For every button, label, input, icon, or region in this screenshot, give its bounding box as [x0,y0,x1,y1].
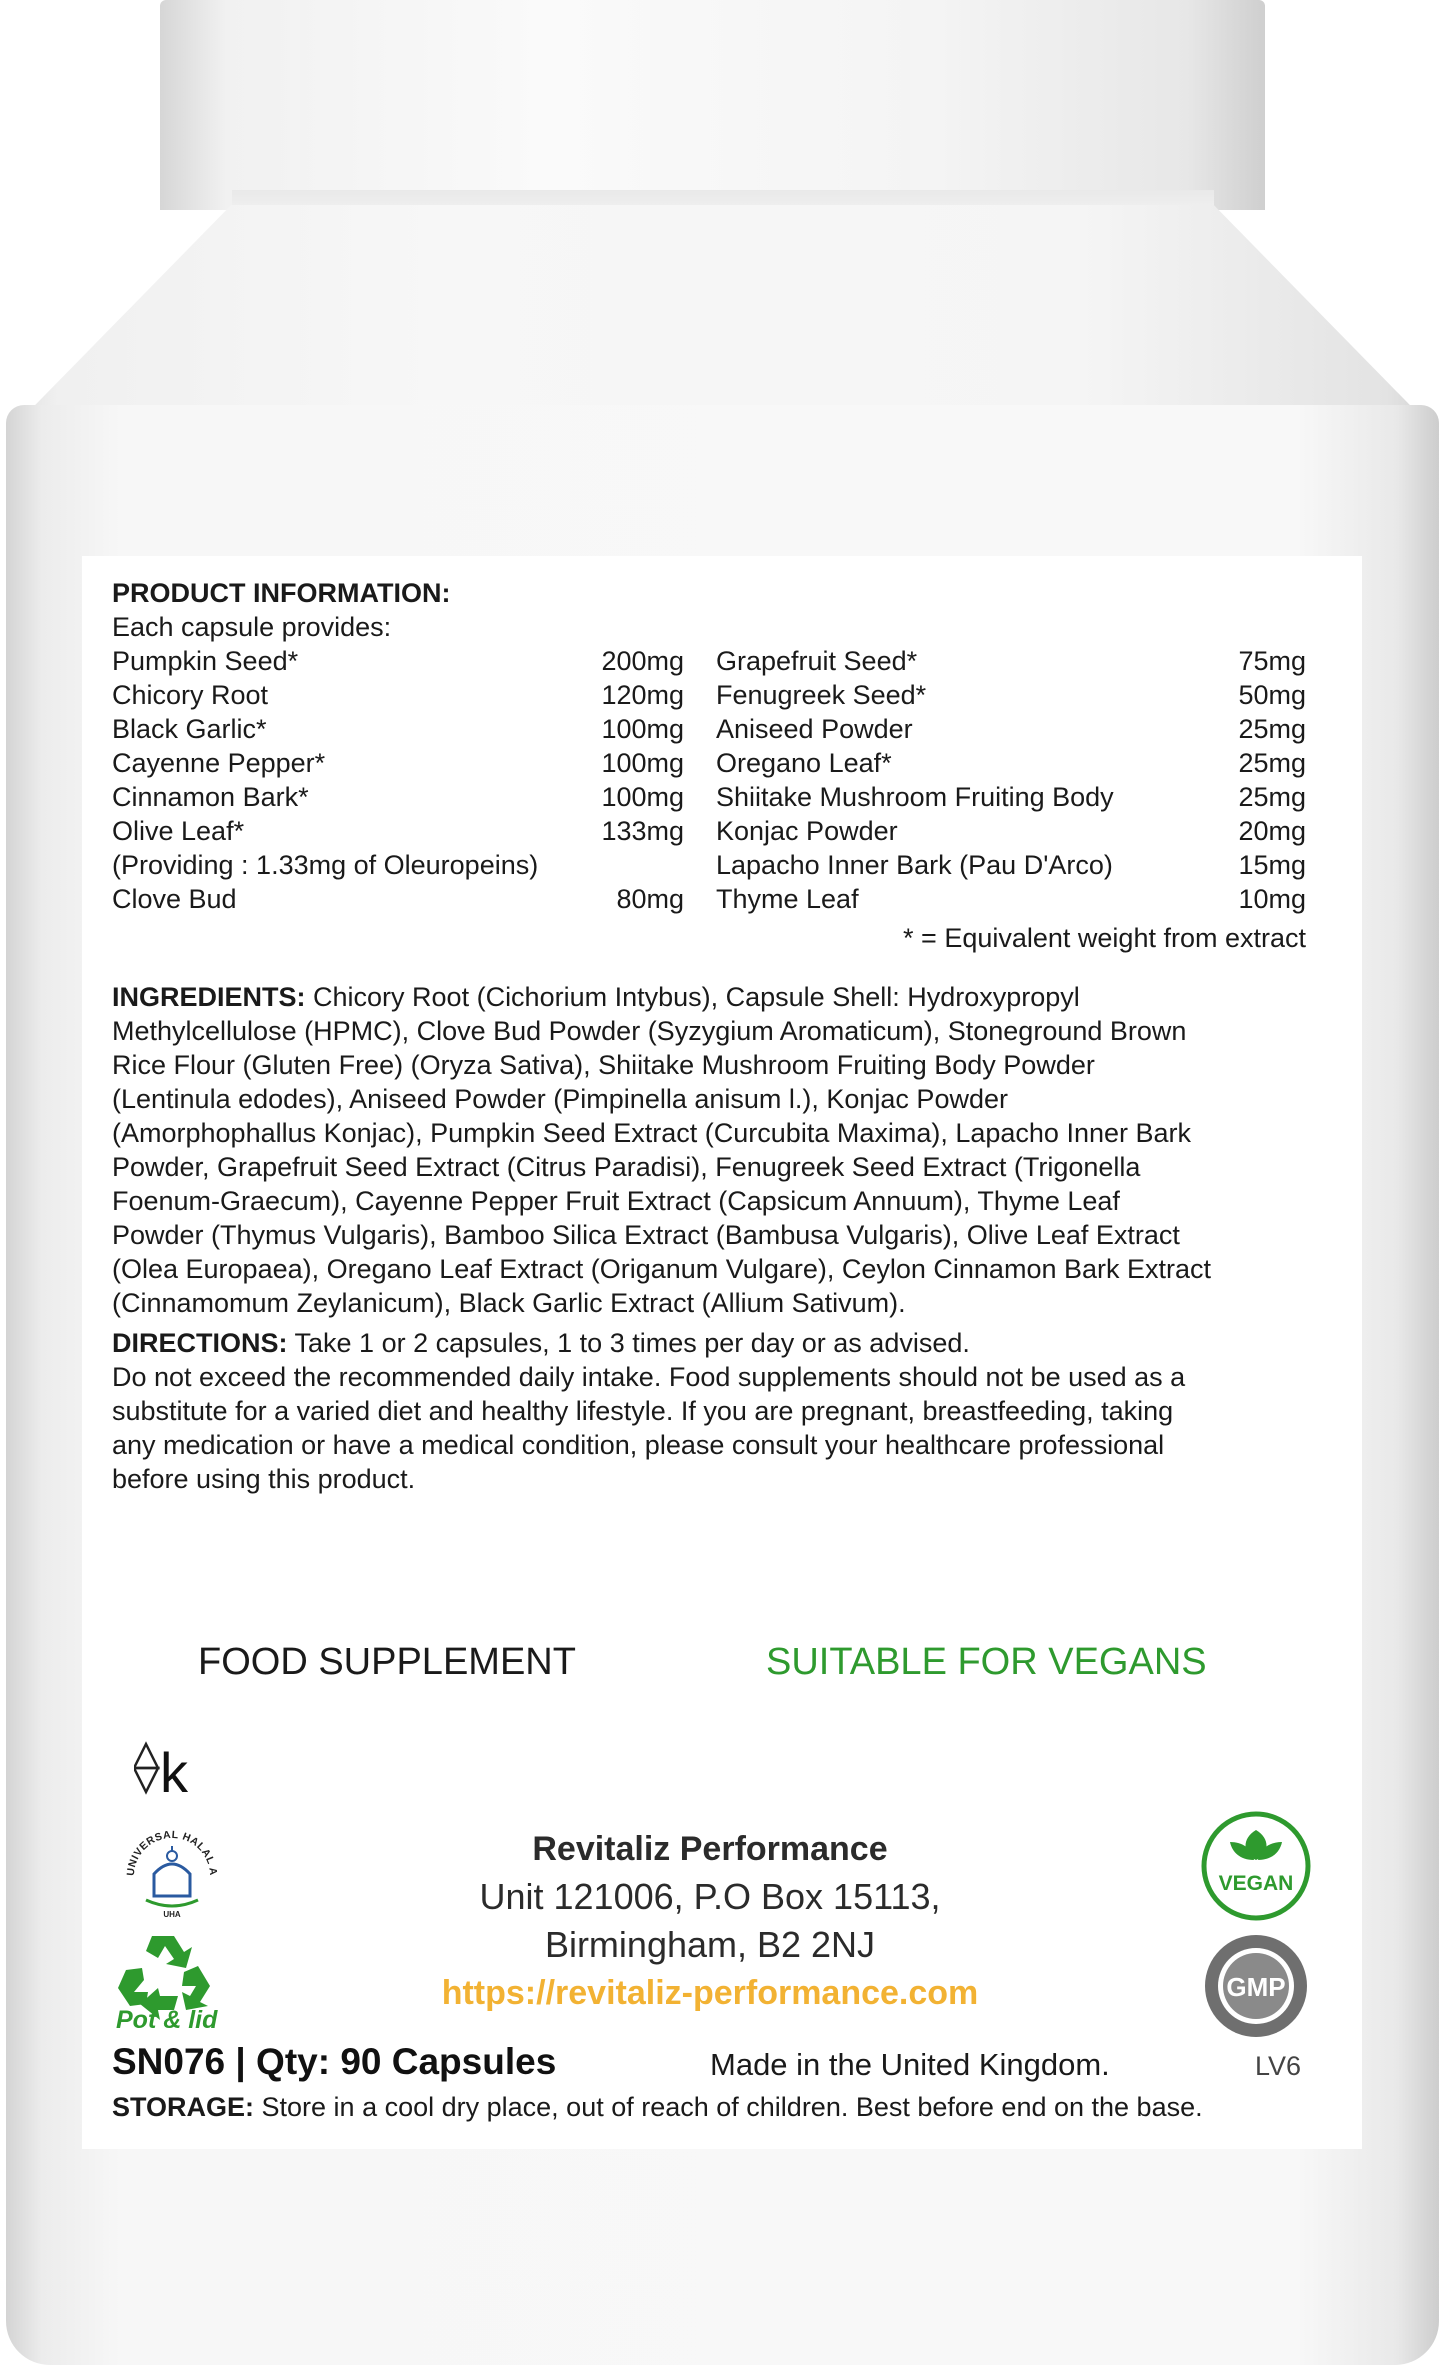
ingredients-line: (Lentinula edodes), Aniseed Powder (Pimpinella anisum l.), Konjac Powder [112,1084,1008,1114]
food-supplement-text: FOOD SUPPLEMENT [198,1641,576,1683]
nutrient-row [112,746,684,780]
company-address-line-1: Unit 121006, P.O Box 15113, [479,1876,941,1917]
nutrient-row [112,780,684,814]
nutrient-row [716,814,1306,848]
svg-text:k: k [160,1741,188,1798]
label-version: LV6 [1255,2051,1302,2081]
ingredients-line: Chicory Root (Cichorium Intybus), Capsule Shell: Hydroxypropyl [305,982,1080,1012]
vegan-seal-icon [1200,1810,1312,1922]
nutrient-amount: 100mg [601,748,684,778]
vegan-seal-text: VEGAN [1218,1872,1294,1895]
nutrient-row [112,882,684,916]
nutrient-name: Cayenne Pepper* [112,748,326,778]
halal-abbr: UHA [163,1910,181,1919]
nutrient-amount: 20mg [1238,816,1306,846]
ingredients-line: Rice Flour (Gluten Free) (Oryza Sativa), Shiitake Mushroom Fruiting Body Powder [112,1050,1095,1080]
nutrient-row [112,644,684,678]
halal-icon [120,1816,224,1920]
nutrient-amount: 100mg [601,782,684,812]
nutrient-amount: 75mg [1238,646,1306,676]
storage-text: Store in a cool dry place, out of reach of children. Best before end on the base. [254,2092,1203,2122]
product-info-subheading: Each capsule provides: [112,612,392,642]
nutrient-amount: 133mg [601,816,684,846]
nutrient-name: Aniseed Powder [716,714,913,744]
directions-line: Take 1 or 2 capsules, 1 to 3 times per day or as advised. [287,1328,970,1358]
nutrient-amount: 200mg [601,646,684,676]
company-website-link[interactable]: https://revitaliz-performance.com [441,1974,979,2012]
nutrient-name: Shiitake Mushroom Fruiting Body [716,782,1114,812]
ingredients-line: (Olea Europaea), Oregano Leaf Extract (Origanum Vulgare), Ceylon Cinnamon Bark Extract [112,1254,1212,1284]
nutrient-row [112,712,684,746]
nutrient-name: Oregano Leaf* [716,748,892,778]
directions-line: Do not exceed the recommended daily intake. Food supplements should not be used as a [112,1362,1186,1392]
made-in-text: Made in the United Kingdom. [710,2047,1110,2082]
directions-line: substitute for a varied diet and healthy lifestyle. If you are pregnant, breastfeeding, taking [112,1396,1174,1426]
ingredients-block [112,980,1312,1320]
nutrient-amount: 100mg [601,714,684,744]
company-block [420,1825,1000,2017]
nutrient-name: Fenugreek Seed* [716,680,927,710]
ingredients-line: (Amorphophallus Konjac), Pumpkin Seed Extract (Curcubita Maxima), Lapacho Inner Bark [112,1118,1191,1148]
nutrient-name: Lapacho Inner Bark (Pau D'Arco) [716,850,1113,880]
nutrient-name: Pumpkin Seed* [112,646,299,676]
svg-text:UNIVERSAL HALAL AUTHORITY [120,1816,219,1876]
nutrient-row [112,678,684,712]
product-info-heading: PRODUCT INFORMATION: [112,578,451,608]
halal-ring-text: UNIVERSAL HALAL A [124,1828,220,1877]
ingredients-line: (Cinnamomum Zeylanicum), Black Garlic Extract (Allium Sativum). [112,1288,906,1318]
nutrient-name: Chicory Root [112,680,269,710]
extract-footnote: * = Equivalent weight from extract [903,923,1306,953]
nutrient-name: Black Garlic* [112,714,267,744]
nutrient-row [716,882,1306,916]
nutrient-row [112,848,684,882]
nutrient-row [716,780,1306,814]
nutrient-row [716,848,1306,882]
nutrient-amount: 25mg [1238,782,1306,812]
nutrient-amount: 120mg [601,680,684,710]
nutrient-row [716,644,1306,678]
nutrient-name: Konjac Powder [716,816,898,846]
kosher-icon [134,1738,200,1798]
nutrient-amount: 50mg [1238,680,1306,710]
gmp-seal-icon [1202,1932,1310,2040]
storage-line [112,2090,1203,2124]
bottle-cap [160,0,1265,210]
nutrient-amount: 10mg [1238,884,1306,914]
nutrient-row [112,814,684,848]
nutrient-name: Grapefruit Seed* [716,646,918,676]
ingredients-line: Powder (Thymus Vulgaris), Bamboo Silica Extract (Bambusa Vulgaris), Olive Leaf Extract [112,1220,1180,1250]
nutrient-row [716,712,1306,746]
nutrient-name: (Providing : 1.33mg of Oleuropeins) [112,850,539,880]
nutrient-amount: 25mg [1238,714,1306,744]
ingredients-line: Powder, Grapefruit Seed Extract (Citrus Paradisi), Fenugreek Seed Extract (Trigonella [112,1152,1141,1182]
ingredients-line: Methylcellulose (HPMC), Clove Bud Powder (Syzygium Aromaticum), Stoneground Brown [112,1016,1187,1046]
storage-label: STORAGE: [112,2092,255,2122]
nutrient-name: Clove Bud [112,884,237,914]
nutrient-amount: 15mg [1238,850,1306,880]
ingredients-label: INGREDIENTS: [112,982,306,1012]
ingredients-line: Foenum-Graecum), Cayenne Pepper Fruit Extract (Capsicum Annuum), Thyme Leaf [112,1186,1120,1216]
nutrient-row [716,678,1306,712]
nutrient-amount: 25mg [1238,748,1306,778]
directions-line: before using this product. [112,1464,416,1494]
nutrient-amount: 80mg [616,884,684,914]
directions-label: DIRECTIONS: [112,1328,288,1358]
company-address-line-2: Birmingham, B2 2NJ [544,1924,876,1965]
directions-block [112,1326,1312,1496]
recycle-caption: Pot & lid [116,2006,218,2034]
company-name: Revitaliz Performance [532,1830,888,1868]
gmp-seal-text: GMP [1226,1972,1286,2002]
nutrient-name: Olive Leaf* [112,816,245,846]
nutrient-name: Cinnamon Bark* [112,782,309,812]
directions-line: any medication or have a medical condition, please consult your healthcare professional [112,1430,1165,1460]
nutrient-name: Thyme Leaf [716,884,859,914]
nutrient-row [716,746,1306,780]
suitable-for-vegans-text: SUITABLE FOR VEGANS [766,1641,1207,1683]
sku-quantity: SN076 | Qty: 90 Capsules [112,2041,557,2082]
bottle-shoulder [0,205,1445,435]
